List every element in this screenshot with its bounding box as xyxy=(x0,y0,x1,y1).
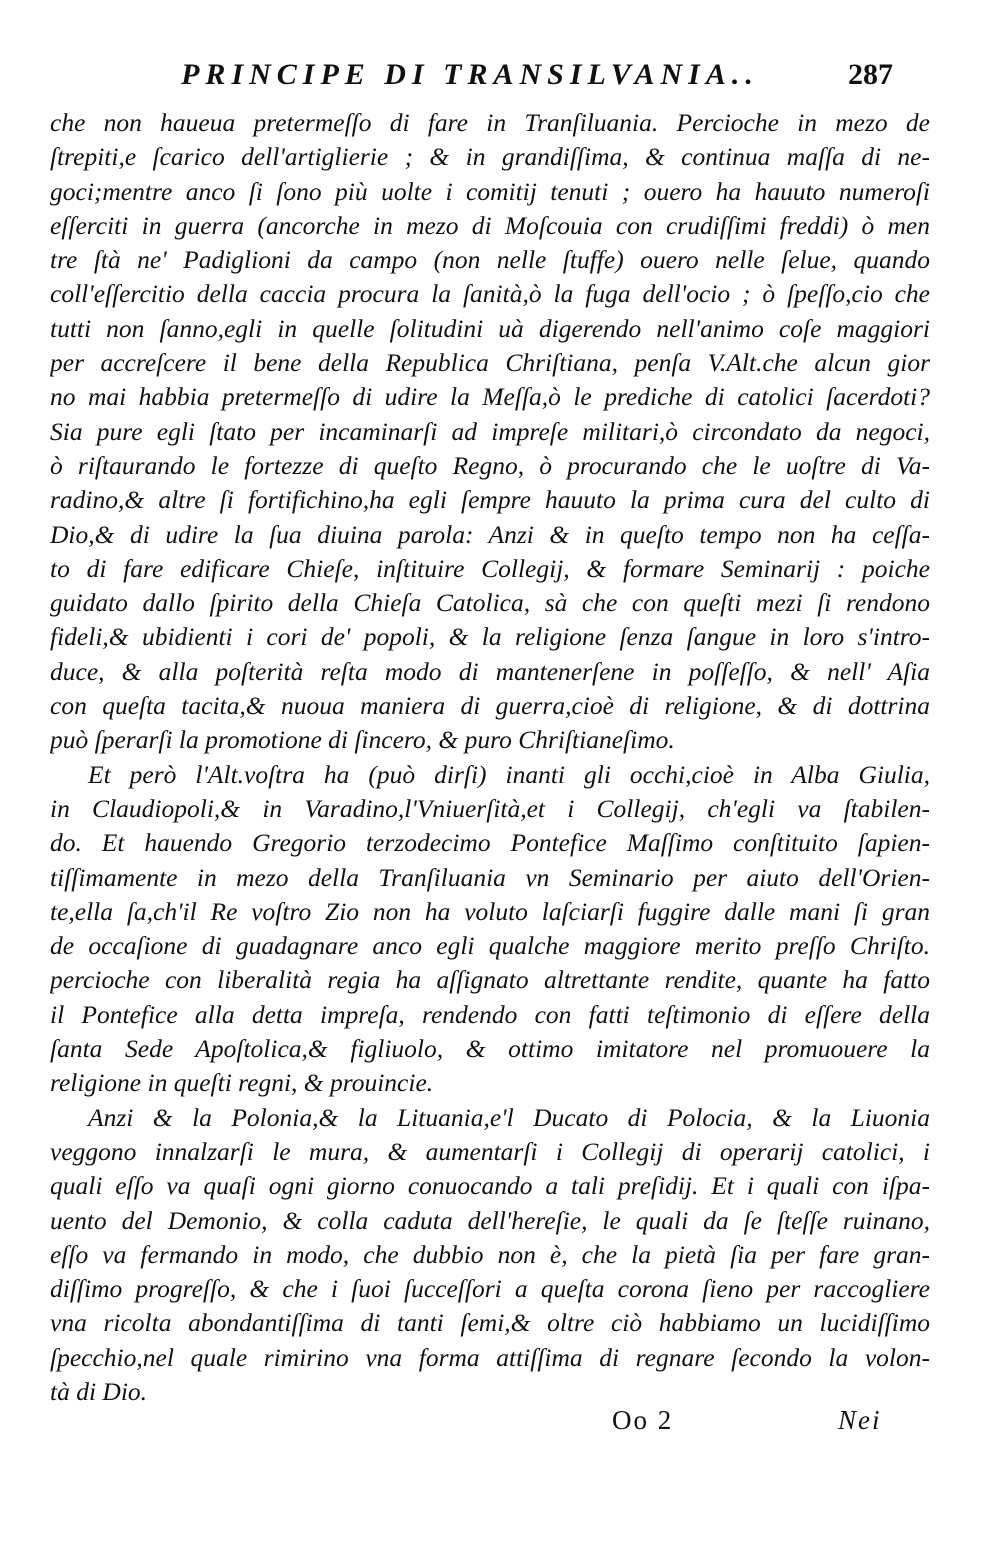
text-line: tà di Dio. xyxy=(50,1376,148,1406)
text-line: può ſperarſi la promotione di ſincero, & puro Chriſtianeſimo. xyxy=(50,725,675,755)
text-line: Dio,& di udire la ſua diuina parola: Anzi & in queſto tempo non ha ceſſa- xyxy=(50,519,930,549)
text-line: ò riſtaurando le fortezze di queſto Regno, ò procurando che le uoſtre di Va- xyxy=(50,450,930,480)
text-line: duce, & alla poſterità reſta modo di mantenerſene in poſſeſſo, & nell' Aſia xyxy=(50,656,930,686)
text-line: no mai habbia pretermeſſo di udire la Meſſa,ò le prediche di catolici ſacerdoti? xyxy=(50,382,930,412)
text-line: uento del Demonio, & colla caduta dell'hereſie, le quali da ſe ſteſſe ruinano, xyxy=(50,1205,930,1235)
text-line: te,ella ſa,ch'il Re voſtro Zio non ha voluto laſciarſi fuggire dalle mani ſi gran xyxy=(50,896,930,926)
text-line: de occaſione di guadagnare anco egli qualche maggiore merito preſſo Chriſto. xyxy=(50,931,930,961)
page-number: 287 xyxy=(848,58,893,91)
text-line: diſſimo progreſſo, & che i ſuoi ſucceſſori a queſta corona ſieno per raccogliere xyxy=(50,1274,930,1304)
text-line: guidato dallo ſpirito della Chieſa Catolica, sà che con queſti mezi ſi rendono xyxy=(50,588,930,618)
text-line: ſpecchio,nel quale rimirino vna forma attiſſima di regnare ſecondo la volon- xyxy=(50,1342,930,1372)
text-line: con queſta tacita,& nuoua maniera di guerra,cioè di religione, & di dottrina xyxy=(50,691,930,721)
text-line: religione in queſti regni, & prouincie. xyxy=(50,1068,434,1098)
text-line: che non haueua pretermeſſo di fare in Tranſiluania. Percioche in mezo de xyxy=(50,108,930,137)
paragraph-first-line: Et però l'Alt.voſtra ha (può dirſi) inanti gli occhi,cioè in Alba Giulia, xyxy=(88,759,930,789)
text-line: vna ricolta abondantiſſima di tanti ſemi,& oltre ciò habbiamo un lucidiſſimo xyxy=(50,1308,930,1338)
text-line: to di fare edificare Chieſe, inſtituire Collegij, & formare Seminarij : poiche xyxy=(50,553,930,583)
signature-mark: Oo 2 xyxy=(612,1405,674,1435)
body-text xyxy=(50,106,930,1409)
text-line: radino,& altre ſi fortifichino,ha egli ſempre hauuto la prima cura del culto di xyxy=(50,485,930,515)
paragraph-first-line: Anzi & la Polonia,& la Lituania,e'l Ducato di Polocia, & la Liuonia xyxy=(88,1102,930,1132)
text-line: tiſſimamente in mezo della Tranſiluania vn Seminario per aiuto dell'Orien- xyxy=(50,862,930,892)
text-line: veggono innalzarſi le mura, & aumentarſi i Collegij di operarij catolici, i xyxy=(50,1136,930,1166)
catchword: Nei xyxy=(838,1405,882,1435)
text-line: tre ſtà ne' Padiglioni da campo (non nelle ſtuffe) ouero nelle ſelue, quando xyxy=(50,245,930,275)
text-line: goci;mentre anco ſi ſono più uolte i comitij tenuti ; ouero ha hauuto numeroſi xyxy=(50,176,930,206)
text-line: per accreſcere il bene della Republica Chriſtiana, penſa V.Alt.che alcun gior xyxy=(50,348,930,378)
text-line: ſtrepiti,e ſcarico dell'artiglierie ; & in grandiſſima, & continua maſſa di ne- xyxy=(50,142,930,172)
text-line: coll'eſſercitio della caccia procura la ſanità,ò la fuga dell'ocio ; ò ſpeſſo,cio che xyxy=(50,279,930,309)
text-line: quali eſſo va quaſi ogni giorno conuocando a tali preſidij. Et i quali con iſpa- xyxy=(50,1171,930,1201)
text-line: in Claudiopoli,& in Varadino,l'Vniuerſità,et i Collegij, ch'egli va ſtabilen- xyxy=(50,793,930,823)
text-line: ſanta Sede Apoſtolica,& figliuolo, & ottimo imitatore nel promuouere la xyxy=(50,1034,930,1064)
text-line: tutti non ſanno,egli in quelle ſolitudini uà digerendo nell'animo coſe maggiori xyxy=(50,313,930,343)
text-line: il Pontefice alla detta impreſa, rendendo con fatti teſtimonio di eſſere della xyxy=(50,999,930,1029)
text-line: Sia pure egli ſtato per incaminarſi ad impreſe militari,ò circondato da negoci, xyxy=(50,416,930,446)
text-line: percioche con liberalità regia ha aſſignato altrettante rendite, quante ha fatto xyxy=(50,965,930,995)
text-line: fideli,& ubidienti i cori de' popoli, & la religione ſenza ſangue in loro s'intro- xyxy=(50,622,930,652)
text-line: eſſerciti in guerra (ancorche in mezo di Moſcouia con crudiſſimi freddi) ò men xyxy=(50,210,930,240)
text-line: eſſo va fermando in modo, che dubbio non è, che la pietà ſia per fare gran- xyxy=(50,1239,930,1269)
text-line: do. Et hauendo Gregorio terzodecimo Pontefice Maſſimo conſtituito ſapien- xyxy=(50,828,930,858)
page-footer xyxy=(0,1405,1000,1445)
running-head-title: PRINCIPE DI TRANSILVANIA.. xyxy=(181,58,759,91)
